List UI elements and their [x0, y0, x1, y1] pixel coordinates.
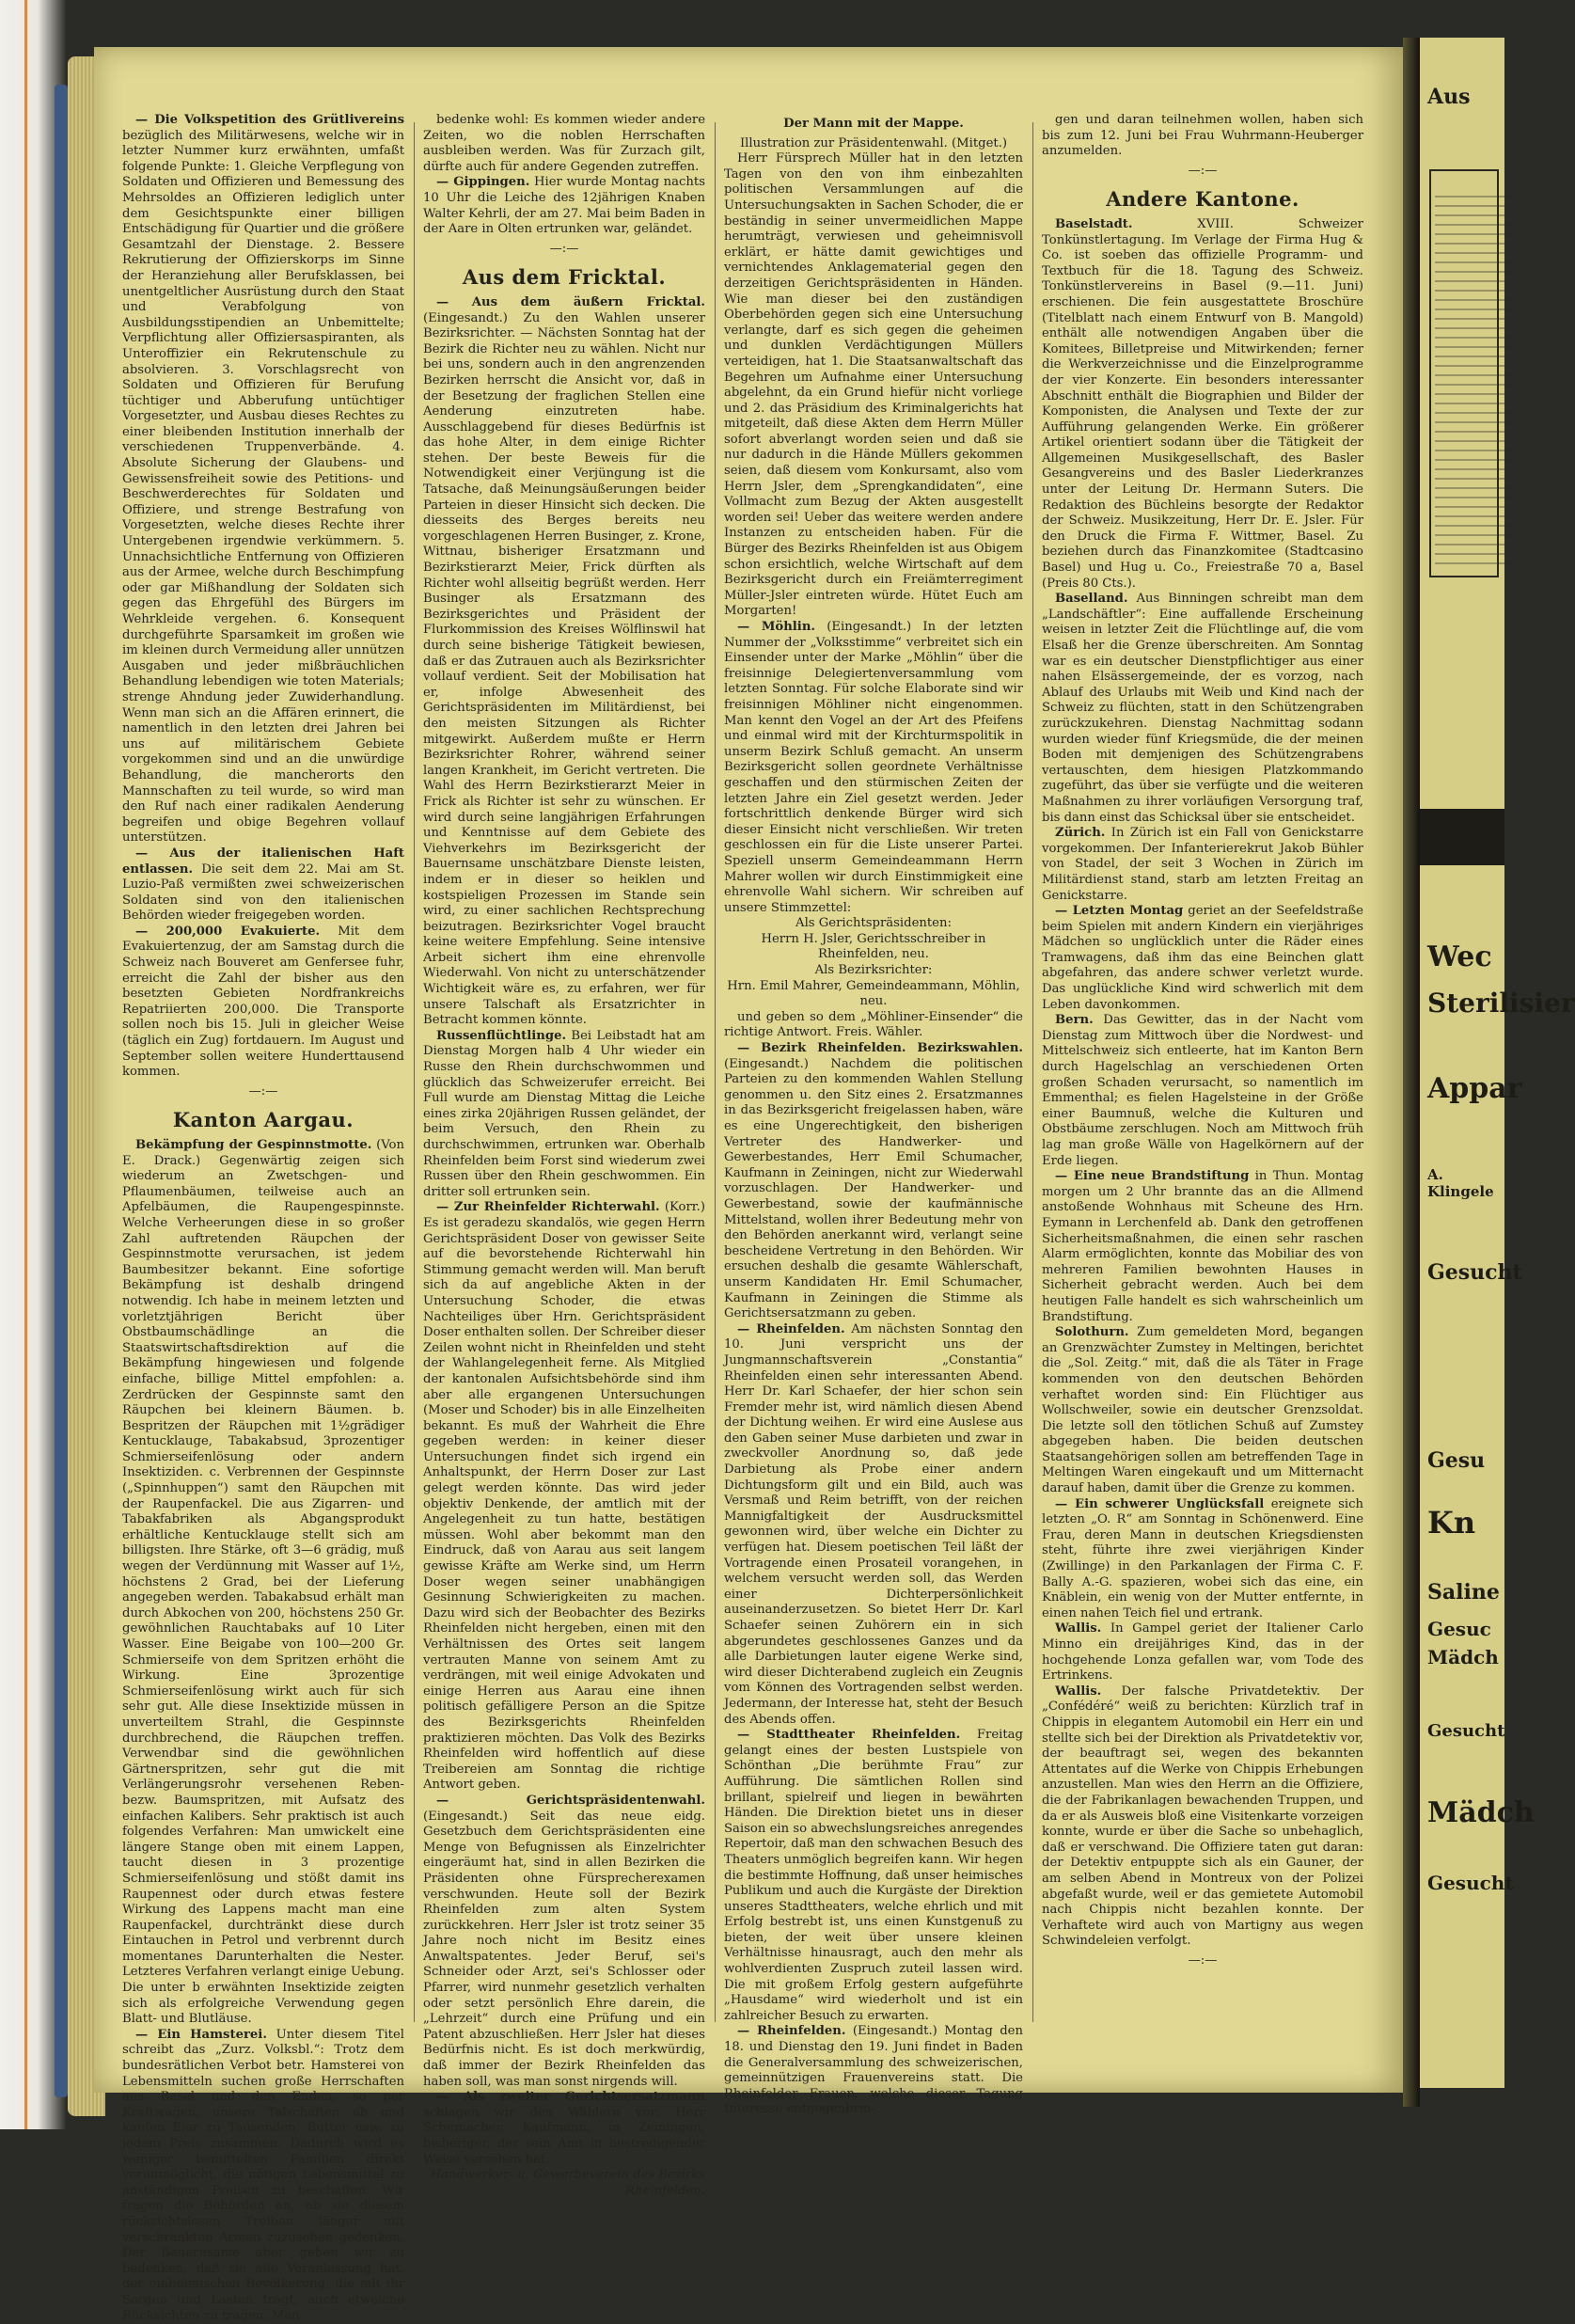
- next-page-edge: [1420, 38, 1575, 2088]
- section-separator: —:—: [1188, 1952, 1218, 1968]
- article-paragraph: [122, 846, 404, 925]
- book-cover-edge: [55, 85, 68, 2097]
- article-text: Bei Leibstadt hat am Dienstag Morgen halb 4 Uhr wieder ein Russe den Rhein durchschwommen und glücklich das Schweizerufer erreicht. Bei Full wurde am Dienstag Mittag die Leiche eines zirka 20jährigen Russen geländet, der beim Versuch, den Rhein zu durchschwimmen, ertrunken war. Oberhalb Rheinfelden beim Forst sind wiederum zwei Russen über den Rhein geschwommen. Ein dritter soll ertrunken sein.: [423, 1028, 705, 1199]
- article-text: In Zürich ist ein Fall von Genickstarre vorgekommen. Der Infanterierekrut Jakob Bühler von Stadel, der seit 3 Wochen in Zürich im Militärdienst stand, starb am letzten Freitag an Genickstarre.: [1042, 826, 1363, 903]
- article-lead: — Als zweiter Gerichtsersatzmann: [436, 2090, 705, 2105]
- article-lead: Bekämpfung der Gespinnstmotte.: [135, 1138, 372, 1152]
- article-lead: Solothurn.: [1055, 1325, 1129, 1340]
- article-heading: Der Mann mit der Mappe.: [783, 117, 964, 131]
- article-text: (Eingesandt.) Nachdem die politischen Parteien zu den kommenden Wahlen Stellung genommen u. den Sitz eines 2. Ersatzmannes in das Bezirksgericht freigelassen haben, wäre es eine Ungerechtigkeit, den bisherigen Vertreter des Handwerker- und Gewerbestandes, Herr Emil Schumacher, Kaufmann in Zeiningen, nicht zur Wiederwahl vorzuschlagen. Der Handwerker- und Gewerbestand, sowie der kaufmännische Mittelstand, wollen ihrer Bedeutung mehr von den Behörden anerkannt wird, verlangt seine bescheidene Vertretung in den Behörden. Wir ersuchen deshalb die gesamte Wählerschaft, unserm Kandidaten Hr. Emil Schumacher, Kaufmann in Zeiningen die Stimme als Gerichtsersatzmann zu geben.: [724, 1056, 1023, 1321]
- article-text: In Gampel geriet der Italiener Carlo Minno ein dreijähriges Kind, das in der hochgehende Lonza gefallen war, vom Tode des Ertrinkens.: [1042, 1621, 1363, 1684]
- article-paragraph: [724, 2024, 1023, 2118]
- article-lead: — Aus dem äußern Fricktal.: [436, 294, 705, 309]
- article-paragraph: [423, 1794, 705, 2090]
- article-text: schlagen wir den Wählern vor: Herr Schumacher, Kaufmann, in Zeiningen, bisheriger, der sein Amt in bestredigender Weise versehen hat.: [423, 2105, 705, 2167]
- article-paragraph: [1042, 592, 1363, 826]
- section-separator: —:—: [549, 241, 579, 256]
- article-lead: Baselstadt.: [1055, 216, 1133, 231]
- column-divider: [414, 122, 415, 2022]
- article-paragraph: [724, 1041, 1023, 1322]
- next-page-word: Mädch: [1427, 1646, 1499, 1668]
- column-2: [423, 113, 705, 2199]
- centered-line: Hrn. Emil Mahrer, Gemeindeammann, Möhlin, neu.: [727, 978, 1020, 1009]
- article-text: in Thun. Montag morgen um 2 Uhr brannte das an die Allmend anstoßende Wohnhaus mit Scheune des Hrn. Eymann in Lerchenfeld ab. Dank den getroffenen Sicherheitsmaßnahmen, die einen sehr raschen Alarm ermöglichten, konnte das Mobiliar des von mehreren Familien bewohnten Hauses in Sicherheit gebracht werden. Auch bei dem heutigen Falle handelt es sich wahrscheinlich um Brandstiftung.: [1042, 1169, 1364, 1324]
- book-spine: [1403, 38, 1420, 2107]
- next-page-word: Gesucht: [1427, 1872, 1514, 1894]
- article-text: XVIII. Schweizer Tonkünstlertagung. Im Verlage der Firma Hug & Co. ist soeben das offizielle Programm- und Textbuch für die 18. Tagung des Schweiz. Tonkünstlervereins in Basel (9.—11. Juni) erschienen. Die fein ausgestattete Broschüre (Titelblatt nach einem Entwurf von B. Mangold) enthält alle notwendigen Angaben über die Komitees, Billetpreise und Mitwirkenden; ferner die Werkverzeichnisse und die Einzelprogramme der vier Konzerte. Ein besonders interessanter Abschnitt enthält die Biographien und Bilder der Komponisten, die Analysen und Texte der zur Aufführung gelangenden Werke. Ein größerer Artikel orientiert sodann über die Tätigkeit der Allgemeinen Musikgesellschaft, des Basler Gesangvereins und des Basler Liederkranzes unter der Leitung Dr. Hermann Suters. Die Redaktion des Büchleins besorgte der Redaktor der Schweiz. Musikzeitung, Herr Dr. E. Jsler. Für den Druck die Firma F. Wittmer, Basel. Zu beziehen durch das Finanzkomitee (Stadtcasino Basel) und Hug u. Co., Freiestraße 70 a, Basel (Preis 80 Cts.).: [1042, 216, 1363, 591]
- article-paragraph: [1042, 217, 1363, 592]
- centered-line: Als Gerichtspräsidenten:: [795, 916, 952, 931]
- article-paragraph: [1042, 1621, 1363, 1684]
- article-paragraph: [1042, 1684, 1363, 1950]
- next-page-word: Appar: [1427, 1072, 1522, 1105]
- article-lead: — Zur Rheinfelder Richterwahl.: [436, 1200, 660, 1215]
- article-text: gen und daran teilnehmen wollen, haben sich bis zum 12. Juni bei Frau Wuhrmann-Heuberger anzumelden.: [1042, 113, 1363, 159]
- ad-text: [1435, 188, 1510, 564]
- article-lead: Wallis.: [1055, 1621, 1102, 1636]
- article-text: Unter diesem Titel schreibt das „Zurz. Volksbl.“: Trotz dem bundesrätlichen Verbot betr. Hamsterei von Lebensmitteln suchen große Herrschaften aus Basel und den Enden, so per Kraftwagen, unsere Talschaften ab und kaufen Eier zu Tausenden, Butter usw. zu jedem Preis zusammen. Dadurch wird es weniger bemittelten Familien direkt verunmöglicht, die nötigen Lebensmittel zu anständigen Preisen zu beschaffen. Wir fragen die Behörden an, ob sie diesem rücksichtslosen Treiben länger mit verschränkten Armen zuzusehen gedenken. Der Bauernsame aber geben wir zu bedenken, daß sie alle Veranlassung hat, der einheimischen Bevölkerung, die mit ihr Sorgen und Lasten trägt, auch etwelche Rücksichten zu tragen. Man: [122, 2027, 404, 2323]
- article-paragraph: [423, 1200, 705, 1794]
- article-lead: — Möhlin.: [737, 620, 815, 634]
- article-paragraph: [122, 113, 404, 846]
- article-paragraph: [1042, 1169, 1363, 1325]
- centered-line: Als Bezirksrichter:: [814, 963, 933, 978]
- orange-thread: [24, 0, 27, 2129]
- article-lead: — Rheinfelden.: [737, 2024, 846, 2039]
- article-text: Der falsche Privatdetektiv. Der „Confédéré“ weiß zu berichten: Kürzlich traf in Chippis in elegantem Automobil ein Herr ein und stellte sich bei der Direktion als Privatdetektiv vor, der beauftragt sei, wegen des bekannten Attentates auf die Werke von Chippis Erhebungen anzustellen. Man wies den Herrn an die Offiziere, die der Fabrikanlagen bewachenden Truppen, und da er als Ausweis bloß eine Visitenkarte vorzeigen konnte, wurde er über die Sache so unbehaglich, daß er verschwand. Die Offiziere taten gut daran: der Detektiv entpuppte sich als ein Gauner, der am selben Abend in Montreux von der Polizei abgefaßt wurde, weil er das gemietete Automobil nach Chippis nicht bezahlen konnte. Der Verhaftete wird auch von Martigny aus wegen Schwindeleien verfolgt.: [1042, 1684, 1363, 1949]
- article-lead: — 200,000 Evakuierte.: [135, 924, 321, 939]
- column-1: [122, 113, 404, 2324]
- section-heading: Aus dem Fricktal.: [462, 265, 667, 290]
- article-lead: — Ein schwerer Unglücksfall: [1055, 1496, 1265, 1511]
- article-paragraph: [122, 1138, 404, 2028]
- article-paragraph: [724, 620, 1023, 916]
- next-page-word: Gesucht: [1427, 1260, 1522, 1285]
- column-3: [724, 113, 1023, 2118]
- article-lead: — Letzten Montag: [1055, 904, 1184, 919]
- next-page-word: Mädch: [1427, 1796, 1535, 1829]
- article-lead: — Gippingen.: [436, 175, 530, 190]
- next-page-word: Gesuc: [1427, 1618, 1491, 1640]
- article-lead: — Rheinfelden.: [737, 1321, 845, 1336]
- article-lead: — Eine neue Brandstiftung: [1055, 1169, 1250, 1184]
- next-page-word: [1420, 809, 1504, 865]
- article-lead: Russenflüchtlinge.: [436, 1028, 567, 1043]
- article-paragraph: [423, 2090, 705, 2168]
- article-paragraph: [122, 2028, 404, 2324]
- article-signature: Handwerker- u. Gewerbeverein des Bezirks Rheinfelden.: [430, 2168, 705, 2198]
- article-lead: — Aus der italienischen Haft entlassen.: [122, 846, 404, 877]
- article-paragraph: [724, 1322, 1023, 1728]
- centered-line: Herrn H. Jsler, Gerichtsschreiber in Rheinfelden, neu.: [761, 931, 986, 962]
- article-text: geriet an der Seefeldstraße beim Spielen mit andern Kindern ein vierjähriges Mädchen so unglücklich unter die Räder eines Tramwagens, daß ihm das eine Beinchen glatt abgefahren, das andere schwer verletzt wurde. Das unglückliche Kind wird schwerlich mit dem Leben davonkommen.: [1042, 904, 1363, 1012]
- newspaper-page: [94, 47, 1403, 2323]
- section-heading: Kanton Aargau.: [172, 1108, 354, 1132]
- article-paragraph: [724, 1010, 1023, 1041]
- column-divider: [715, 122, 716, 2022]
- article-text: Mit dem Evakuiertenzug, der am Samstag durch die Schweiz nach Bouveret am Genfersee fuhr, erreicht die Zahl der bisher aus den besetzten Gebieten Nordfrankreichs Repatriierten 200,000. Die Transporte sollen noch bis 15. Juli in gleicher Weise (täglich ein Zug) fortdauern. Im August und September sollen weitere Hunderttausend kommen.: [122, 924, 405, 1080]
- next-page-word: Saline: [1427, 1580, 1500, 1605]
- next-page-word: Sterilisier: [1427, 988, 1575, 1019]
- article-paragraph: [724, 151, 1023, 620]
- column-4: [1042, 113, 1363, 1972]
- article-text: Aus Binningen schreibt man dem „Landschäftler“: Eine auffallende Erscheinung weisen in letzter Zeit die Flüchtlinge auf, die vom Elsaß her die Grenze überschreiten. Am Sonntag war es ein deutscher Dienstpflichtiger aus einer nahen Elsässergemeinde, der es vorzog, nach Ablauf des Urlaubs mit Weib und Kind nach der Schweiz zu flüchten, statt in den Schützengraben zurückzukehren. Dienstag Nachmittag sodann wurden wieder fünf Kriegsmüde, die der meinen Boden mit demjenigen des Schützengrabens vertauschten, dem hiesigen Platzkommando zugeführt, das über sie verfügte und die weiteren Maßnahmen zu ihrer vorläufigen Versorgung traf, bis dann einst das Schicksal über sie entscheidet.: [1042, 592, 1363, 825]
- centered-line: Illustration zur Präsidentenwahl. (Mitget.): [739, 135, 1008, 150]
- article-lead: Bern.: [1055, 1013, 1094, 1028]
- article-paragraph: [122, 925, 404, 1081]
- article-paragraph: [423, 1029, 705, 1201]
- article-text: Hier wurde Montag nachts 10 Uhr die Leiche des 12jährigen Knaben Walter Kehrli, der am 27. Mai beim Baden in der Aare in Olten ertrunken war, geländet.: [423, 175, 705, 237]
- article-text: bedenke wohl: Es kommen wieder andere Zeiten, wo die noblen Herrschaften ausbleiben werden. Was für Zurzach gilt, dürfte auch für andere Gegenden zutreffen.: [423, 113, 705, 174]
- section-separator: —:—: [248, 1083, 278, 1099]
- article-text: Freitag gelangt eines der besten Lustspiele von Schönthan „Die berühmte Frau“ zur Aufführung. Die sämtlichen Rollen sind brillant, spielreif und liegen in bewährten Händen. Die Direktion bietet uns in dieser Saison ein so abwechslungsreiches anregendes Repertoir, daß man den schwachen Besuch des Theaters unmöglich begreifen kann. Wir hegen die bestimmte Hoffnung, daß unser heimisches Publikum und auch die Kurgäste der Direktion unseres Stadttheaters, welche ehrlich und mit Erfolg bestrebt ist, uns einen Kunstgenuß zu bieten, der weit über unsere kleinen Verhältnisse hinausragt, auch den mehr als wohlverdienten Zuspruch zuteil lassen wird. Die mit großem Erfolg gestern aufgeführte „Hausdame“ wird wiederholt und ist ein zahlreicher Besuch zu erwarten.: [724, 1728, 1023, 2023]
- article-lead: — Die Volkspetition des Grütlivereins: [135, 113, 404, 127]
- article-paragraph: [724, 1728, 1023, 2024]
- article-lead: — Gerichtspräsidentenwahl.: [436, 1793, 705, 1808]
- article-paragraph: [423, 113, 705, 175]
- section-heading: Andere Kantone.: [1106, 187, 1299, 212]
- article-lead: Wallis.: [1055, 1684, 1102, 1699]
- article-text: (Korr.) Es ist geradezu skandalös, wie gegen Herrn Gerichtspräsident Doser von gewisser Seite auf die bevorstehende Richterwahl hin Stimmung gemacht werden will. Man beruft sich da auf angebliche Akten in der Untersuchung Schoder, die etwas Nachteiliges über Hrn. Gerichtspräsident Doser enthalten sollen. Der Schreiber dieser Zeilen wohnt nicht in Rheinfelden und steht der Wahlangelegenheit ferne. Als Mitglied der kantonalen Aufsichtsbehörde sind ihm aber alle ergangenen Untersuchungen (Moser und Schoder) bis in alle Einzelheiten bekannt. Es muß der Wahrheit die Ehre gegeben werden: in keiner dieser Untersuchungen findet sich irgend ein Anhaltspunkt, der Herrn Doser zur Last gelegt werden könnte. Das wird jeder objektiv Denkende, der amtlich mit der Angelegenheit zu tun hatte, bestätigen müssen. Wohl aber bekommt man den Eindruck, daß von Aarau aus seit langem gewisse Kräfte am Werke sind, um Herrn Doser wegen seiner unabhängigen Gesinnung Schwierigkeiten zu machen. Dazu wird sich der Beobachter des Bezirks Rheinfelden nicht hergeben, einen mit den Verhältnissen des Ortes seit langem vertrauten Manne von seinem Amt zu verdrängen, mit weil einige Advokaten und einige Herren aus Aarau eine ihnen politisch gefälligere Person an die Spitze des Bezirksgerichts Rheinfelden praktizieren möchten. Das Volk des Bezirks Rheinfelden wird hoffentlich auf diese Treibereien am Sonntag die richtige Antwort geben.: [423, 1200, 705, 1793]
- next-page-word: Gesu: [1427, 1448, 1486, 1473]
- article-text: (Eingesandt.) Seit das neue eidg. Gesetzbuch dem Gerichtspräsidenten eine Menge von Befugnissen als Einzelrichter eingeräumt hat, sind in allen Bezirken die Präsidenten ohne Fürsprecherexamen verschwunden. Heute soll der Bezirk Rheinfelden zum alten System zurückkehren. Herr Jsler ist trotz seiner 35 Jahre noch nicht im Besitz eines Anwaltspatentes. Jeder Beruf, sei's Schneider oder Arzt, sei's Schlosser oder Pfarrer, wird nunmehr gesetzlich verhalten oder setzt persönlich Ehre darein, die „Lehrzeit“ durch eine Prüfung und ein Patent abzuschließen. Herr Jsler hat dieses Bedürfnis nicht. Es ist doch merkwürdig, daß immer der Bezirk Rheinfelden das haben soll, was man sonst nirgends will.: [423, 1809, 705, 2089]
- article-paragraph: [423, 295, 705, 1029]
- next-page-word: Aus: [1427, 85, 1471, 109]
- article-lead: — Stadttheater Rheinfelden.: [737, 1728, 961, 1743]
- column-divider: [1032, 122, 1033, 2022]
- next-page-word: Wec: [1427, 941, 1492, 973]
- article-text: (Eingesandt.) Montag den 18. und Dienstag den 19. Juni findet in Baden die Generalversammlung des schweizerischen, gemeinnützigen Frauenvereins statt. Die Rheinfelder Frauen, welche dieser Tagung Interesse entgegenbrin-: [724, 2024, 1023, 2117]
- next-page-word: Gesucht: [1427, 1721, 1505, 1741]
- article-text: (Eingesandt.) Zu den Wahlen unserer Bezirksrichter. — Nächsten Sonntag hat der Bezirk die Richter neu zu wählen. Nicht nur bei uns, sondern auch in den angrenzenden Bezirken herrscht die Ansicht vor, daß in der Besetzung der fraglichen Stellen eine Aenderung einzutreten habe. Ausschlaggebend für dieses Bedürfnis ist das hohe Alter, in dem einige Richter stehen. Der beste Beweis für die Notwendigkeit einer Verjüngung ist die Tatsache, daß Meinungsäußerungen beider Parteien in dieser Hinsicht sich decken. Die diesseits des Berges bereits neu vorgeschlagenen Herren Businger, z. Krone, Wittnau, bisheriger Ersatzmann und Bezirkstierarzt Meier, Frick dürften als Richter wohl allseitig begrüßt werden. Herr Businger als Ersatzmann des Bezirksgerichtes und Präsident der Flurkommission des Kreises Wölflinswil hat durch seine bisherige Tätigkeit bewiesen, daß er das Zutrauen auch als Bezirksrichter vollauf verdient. Seit der Mobilisation hat er, infolge Abwesenheit des Gerichtspräsidenten im Militärdienst, bei den meisten Sitzungen als Richter mitgewirkt. Außerdem mußte er Herrn Bezirksrichter Rohrer, während seiner langen Krankheit, im Gericht vertreten. Die Wahl des Herrn Bezirkstierarzt Meier in Frick als Richter ist sehr zu wünschen. Er wird durch seine langjährigen Erfahrungen und Kenntnisse auf dem Gebiete des Viehverkehrs im Bezirksgericht der Bauernsame unschätzbare Dienste leisten, indem er in dieser so heiklen und kostspieligen Prozessen im Stande sein wird, zu einer sachlichen Rechtsprechung beizutragen. Bezirksrichter Vogel braucht keine weitere Empfehlung. Seine intensive Arbeit sichert ihm eine ehrenvolle Wiederwahl. Von nicht zu unterschätzender Wichtigkeit wäre es, zu erfahren, wer für unsere Talschaft als Ersatzrichter in Betracht kommen könnte.: [423, 310, 705, 1028]
- article-text: und geben so dem „Möhliner-Einsender“ die richtige Antwort. Freis. Wähler.: [724, 1009, 1023, 1040]
- article-lead: Baselland.: [1055, 592, 1128, 607]
- article-text: Zum gemeldeten Mord, begangen an Grenzwächter Zumstey in Meltingen, berichtet die „Sol. Zeitg.“ mit, daß die als Täter in Frage kommenden von den deutschen Behörden verhaftet worden sind: Ein Flüchtiger aus Wollschweiler, sowie ein deutscher Grenzsoldat. Die letzte soll den tötlichen Schuß auf Zumstey abgegeben haben. Die beiden deutschen Staatsangehörigen sollen am betreffenden Tage in Meltingen Waren eingekauft und um Mitternacht darauf haben, damit über die Grenze zu kommen.: [1042, 1325, 1363, 1496]
- next-page-word: Kn: [1427, 1505, 1476, 1541]
- article-paragraph: [1042, 1497, 1363, 1622]
- article-lead: — Bezirk Rheinfelden. Bezirkswahlen.: [737, 1041, 1023, 1056]
- article-text: Das Gewitter, das in der Nacht vom Dienstag zum Mittwoch über die Nordwest- und Mittelschweiz sich entleerte, hat im Kanton Bern durch Hagelschlag an verschiedenen Orten großen Schaden verursacht, so namentlich im Emmenthal; es fielen Hagelsteine in der Größe einer Baumnuß, welche die Kulturen und Obstbäume zerschlugen. Noch am Mittwoch früh lag man große Wälle von Hagelkörnern auf der Erde liegen.: [1042, 1013, 1363, 1168]
- article-text: (Von E. Drack.) Gegenwärtig zeigen sich wiederum an Zwetschgen- und Pflaumenbäumen, teilweise auch an Apfelbäumen, die Raupengespinnste. Welche Verheerungen diese in so großer Zahl auftretenden Räupchen der Gespinnstmotte verursachen, ist jedem Baumbesitzer bekannt. Eine sofortige Bekämpfung ist deshalb dringend notwendig. Ich habe in meinem letzten und vorletztjährigen Bericht über Obstbaumschädlinge an die Staatswirtschaftsdirektion auf die Bekämpfung hingewiesen und folgende einfache, billige Mittel empfohlen: a. Zerdrücken der Gespinnste samt den Räupchen bei kleinern Bäumen. b. Bespritzen der Räupchen mit 1½grädiger Kentucklauge, Tabakabsud, 3prozentiger Schmierseifenlösung oder andern Insektiziden. c. Verbrennen der Gespinnste („Spinnhuppen“) samt den Räupchen mit der Raupenfackel. Die aus Zigarren- und Tabakfabriken als Abgangsprodukt erhältliche Kentucklauge stellt sich am billigsten. Ihre Stärke, oft 3—6 grädig, muß wegen der Verdünnung mit Wasser auf 1½, höchstens 2 Grad, bei der Lieferung angegeben werden. Tabakabsud erhält man durch Abkochen von 200, höchstens 250 Gr. gewöhnlichen Rauchtabaks auf 10 Liter Wasser. Eine Beigabe von 100—200 Gr. Schmierseife von dem Spritzen erhöht die Wirkung. Eine 3prozentige Schmierseifenlösung wirkt auch für sich sehr gut. Alle diese Insektizide müssen in unverteiltem Strahl, die Gespinnste durchbrechend, die Räupchen treffen. Verwendbar sind die gewöhnlichen Gärtnerspritzen, sehr gut die mit Verlängerungsrohr versehenen Reben- bezw. Baumspritzen, mit Aufsatz des einfachen Kalibers. Sehr praktisch ist auch folgendes Verfahren: Man umwickelt eine längere Stange oben mit einem Lappen, taucht diesen in 3 prozentige Schmierseifenlösung und stößt damit ins Raupennest oder durch etwas festere Wirkung des Lappens macht man eine Raupenfackel, durchtränkt diese durch Eintauchen in Petrol und verbrennt durch momentanes Darunterhalten die Nester. Letzteres Verfahren verlangt einige Uebung. Die unter b erwähnten Insektizide zeigten sich als erfolgreiche Verwendung gegen Blatt- und Blutläuse.: [122, 1138, 404, 2027]
- next-page-word: A. Klingele: [1427, 1166, 1494, 1200]
- article-paragraph: [1042, 113, 1363, 160]
- article-paragraph: [1042, 1013, 1363, 1169]
- article-text: ereignete sich letzten „O. R“ am Sonntag in Schönenwerd. Eine Frau, deren Mann in deutschen Kriegsdiensten steht, führte ihre zwei vierjährigen Kinder (Zwillinge) in den Parkanlagen der Firma C. F. Bally A.-G. spazieren, wobei sich das eine, ein Knäblein, ein wenig von der Mutter entfernte, in einen nahen Teich fiel und ertrank.: [1042, 1496, 1363, 1620]
- article-paragraph: [423, 175, 705, 237]
- article-text: Am nächsten Sonntag den 10. Juni verspricht uns der Jungmannschaftsverein „Constantia“ Rheinfelden einen sehr interessanten Abend. Herr Dr. Karl Schaefer, der hier schon sein Fremder mehr ist, wird nämlich diesen Abend der Dichtung weihen. Er wird eine Auslese aus den Gaben seiner Muse darbieten und zwar in zweckvoller Anordnung so, daß jede Darbietung als Probe einer andern Dichtungsform gilt und ein Bild, auch was Versmaß und Reim betrifft, von der reichen Mannigfaltigkeit der Ausdrucksmittel gewonnen wird, über welche ein Dichter zu verfügen hat. Diesem poetischen Teil läßt der Vortragende einen Prosateil vorangehen, in welchem versucht werden soll, das Werden einer Dichterpersönlichkeit auseinanderzusetzen. So bietet Herr Dr. Karl Schaefer seinen Zuhörern ein in sich abgerundetes geschlossenes Ganzes und da alle Darbietungen lauter eigene Werke sind, wird dieser Dichterabend zugleich ein Zeugnis vom Können des Vortragenden selbst werden. Jedermann, der Interesse hat, steht der Besuch des Abends offen.: [724, 1321, 1023, 1727]
- article-paragraph: [1042, 904, 1363, 1013]
- article-lead: Zürich.: [1055, 826, 1106, 841]
- article-lead: — Ein Hamsterei.: [135, 2027, 267, 2042]
- article-text: Die seit dem 22. Mai am St. Luzio-Paß vermißten zwei schweizerischen Soldaten sind von den italienischen Behörden wieder freigegeben worden.: [122, 862, 404, 924]
- section-separator: —:—: [1188, 163, 1218, 178]
- article-text: (Eingesandt.) In der letzten Nummer der „Volksstimme“ verbreitet sich ein Einsender unter der Marke „Möhlin“ über die freisinnige Delegiertenversammlung vom letzten Sonntag. Für solche Elaborate sind wir freisinnigen Möhliner nicht eingenommen. Man kennt den Vogel an der Art des Pfeifens und einmal wird mit der Kirchturmspolitik in unserm Bezirk Schluß gemacht. An unserm Bezirksgericht sollen geordnete Verhältnisse geschaffen und den stürmischen Zeiten der letzten Jahre ein Ziel gesetzt werden. Jeder fortschrittlich denkende Bürger wird sich dieser Einsicht nicht verschließen. Wir treten geschlossen ein für die Liste unserer Partei. Speziell unserm Gemeindeammann Herrn Mahrer wollen wir durch Einstimmigkeit eine ehrenvolle Wahl sichern. Wir schreiben auf unsere Stimmzettel:: [724, 620, 1023, 915]
- article-text: bezüglich des Militärwesens, welche wir in letzter Nummer kurz erwähnten, umfaßt folgende Punkte: 1. Gleiche Verpflegung von Soldaten und Offizieren und Bemessung des Mehrsoldes an Offizieren lediglich unter dem Gesichtspunkte einer billigen Entschädigung für Quartier und die größere Gesamtzahl der Dienstage. 2. Bessere Rekrutierung der Offizierskorps im Sinne der Heranziehung aller Berufsklassen, bei unentgeltlicher Ausrüstung durch den Staat und Verabfolgung von Ausbildungsstipendien an Unbemittelte; Verpflichtung aller Offiziersaspiranten, als Unteroffizier ein Rekrutenschule zu absolvieren. 3. Vorschlagsrecht von Soldaten und Offizieren für Berufung tüchtiger und Abberufung untüchtiger Vorgesetzter, und Ausbau dieses Rechtes zu einer bleibenden Institution innerhalb der verschiedenen Truppenverbände. 4. Absolute Sicherung der Glaubens- und Gewissensfreiheit sowie des Petitions- und Beschwerderechtes für Soldaten und Offiziere, und strenge Bestrafung von Vorgesetzten, welche dieses Rechte ihrer Untergebenen irgendwie verkümmern. 5. Unnachsichtliche Entfernung von Offizieren aus der Armee, welche durch Beschimpfung oder gar Mißhandlung der Soldaten sich gegen das Ehrgefühl des Bürgers im Wehrkleide vergehen. 6. Konsequent durchgeführte Sparsamkeit im großen wie im kleinen durch Vermeidung aller unnützen Ausgaben und jeder mißbräuchlichen Behandlung lebendigen wie toten Materials; strenge Ahndung jeder Zuwiderhandlung. Wenn man sich an die Affären erinnert, die namentlich in den letzten drei Jahren bei uns auf militärischem Gebiete vorgekommen sind und an die unwürdige Behandlung, die mancherorts den Mannschaften zu teil wurde, so wird man den Ruf nach einer radikalen Aenderung begreifen und obige Begehren vollauf unterstützen.: [122, 128, 404, 846]
- article-text: Herr Fürsprech Müller hat in den letzten Tagen von den von ihm einbezahlten politischen Versammlungen auf die Untersuchungsakten in Sachen Schoder, die er beständig in seiner unvermeidlichen Mappe herumträgt, verwiesen und geheimnisvoll erklärt, er hätte damit gewichtiges und vernichtendes Anklagematerial gegen den derzeitigen Gerichtspräsidenten in Händen. Wie man dieser bei den zuständigen Oberbehörden gegen sich eine Untersuchung verlangte, darf es sich gegen die geheimen und dunklen Verdächtigungen Müllers verteidigen, hat 1. Die Staatsanwaltschaft das Begehren um Aufnahme einer Untersuchung abgelehnt, da ein Grund hiefür nicht vorliege und 2. das Präsidium des Kriminalgerichts hat mitgeteilt, daß diese Akten dem Herrn Müller sofort abverlangt worden seien und daß sie nur dadurch in die Hände Müllers gekommen seien, daß diesem vom Konkursamt, also vom Herrn Jsler, dem „Sprengkandidaten“, eine Vollmacht zum Bezug der Akten ausgestellt worden sei! Ueber das weitere werden andere Instanzen zu entscheiden haben. Für die Bürger des Bezirks Rheinfelden ist aus Obigem schon ersichtlich, welche Wirtschaft auf dem Bezirksgericht durch ein Freiämterregiment Müller-Jsler eintreten würde. Hütet Euch am Morgarten!: [724, 151, 1023, 619]
- article-paragraph: [1042, 826, 1363, 904]
- article-paragraph: [1042, 1325, 1363, 1497]
